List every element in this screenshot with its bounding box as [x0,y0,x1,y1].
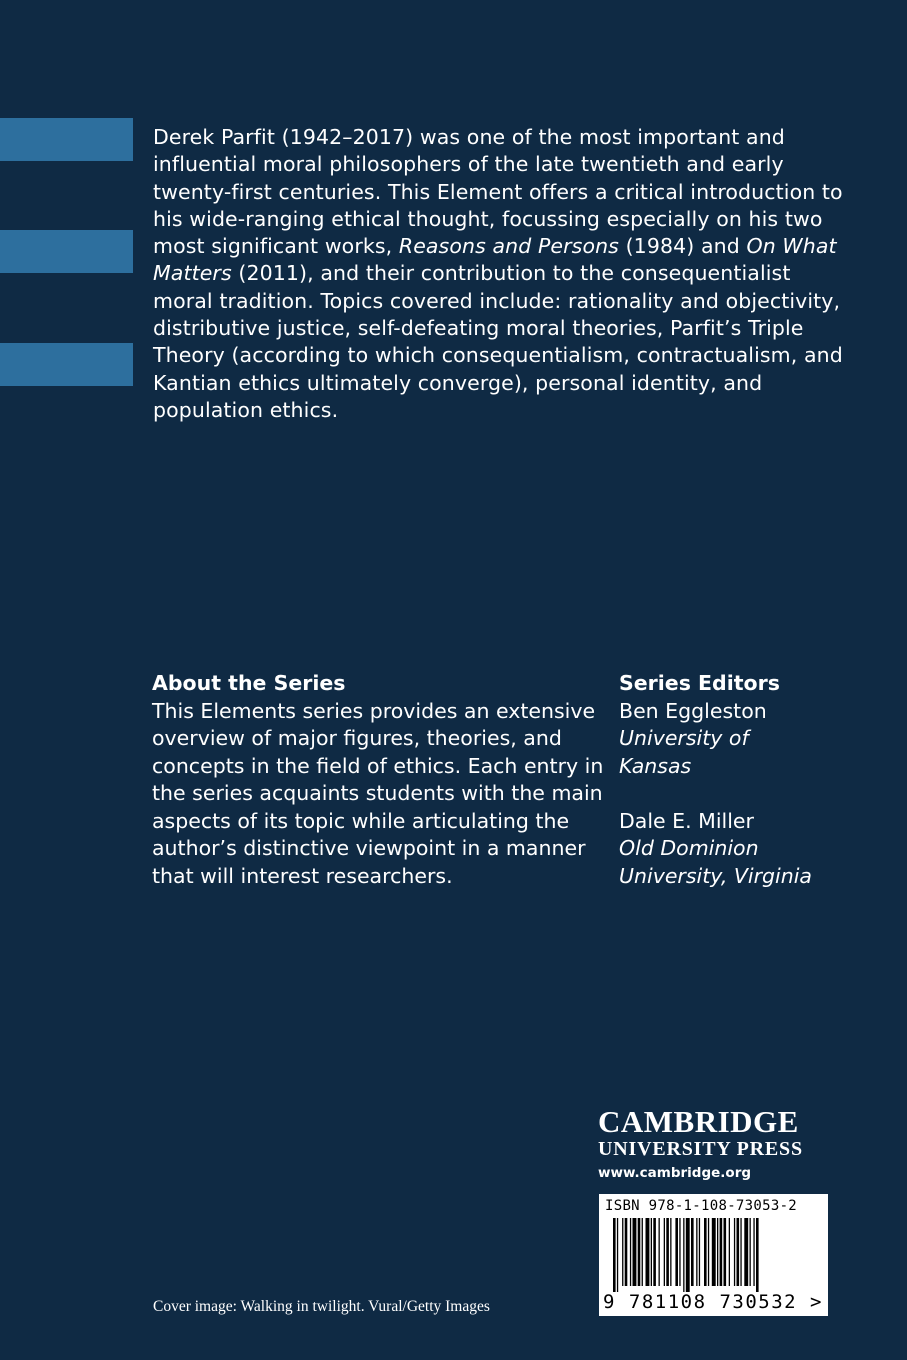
barcode-bar [756,1218,759,1292]
barcode-bar [617,1218,618,1292]
barcode-bar [686,1218,690,1292]
barcode-bar [712,1218,716,1286]
barcode-bar [666,1218,669,1286]
decorative-stripe-2 [0,230,133,273]
barcode-bar [638,1218,641,1286]
barcode-bar [708,1218,709,1286]
barcode-bar [633,1218,637,1286]
barcode-bar [659,1218,660,1286]
blurb-text-2: (1984) and [618,234,747,259]
barcode-bar [653,1218,656,1286]
barcode-bar [699,1218,700,1286]
barcode-bar [704,1218,707,1286]
barcode-bar [670,1218,671,1286]
barcode-bar [750,1218,751,1286]
barcode-bar [696,1218,697,1286]
editor-affiliation: Old Dominion [619,836,759,860]
barcode-bar [744,1218,748,1286]
barcode-bar [613,1218,616,1292]
barcode-bar [717,1218,718,1286]
decorative-stripe-3 [0,343,133,386]
editor-name: Ben Eggleston [619,698,767,723]
editor-name: Dale E. Miller [619,808,754,833]
decorative-stripe-1 [0,118,133,161]
blurb-title-on-what-matters: On What Matters [153,234,837,286]
about-series-text: This Elements series provides an extensive overview of major figures, theories, and concepts in the field of ethics. Each entry in the series acquaints students with the main aspects of its topic while articulating the author’s distinctive viewpoint in a manner that will interest researchers. [152,698,604,888]
publisher-name: CAMBRIDGE [598,1104,799,1139]
editor-affiliation: Kansas [619,753,692,778]
cover-image-credit: Cover image: Walking in twilight. Vural/Getty Images [153,1298,490,1315]
publisher-url: www.cambridge.org [598,1165,752,1181]
publisher-logo [598,1106,830,1183]
barcode-bar [737,1218,740,1286]
barcode-bar [646,1218,650,1286]
barcode-bar [683,1218,684,1292]
editor-affiliation: University of [619,726,749,750]
barcode-bar [642,1218,643,1286]
blurb-text-3: (2011), and their contribution to the consequentialist moral tradition. Topics covered include: rationality and objectivity, distributive justice, self-defeating moral theories, Parfit’s Triple Theory (according to which consequentialism, contractualism, and Kantian ethics ultimately converge), personal identity, and population ethics. [153,261,843,422]
barcode-bar [651,1218,652,1286]
about-series-heading: About the Series [152,671,346,695]
book-blurb [153,124,843,424]
barcode-number: 9 781108 730532 > [603,1291,823,1313]
blurb-text-1: Derek Parfit (1942–2017) was one of the most important and influential moral philosophers of the late twentieth and early twenty-first centuries. This Element offers a critical introduction to his wide-ranging ethical thought, focussing especially on his two most significant works, [153,125,843,259]
barcode-bar [691,1218,694,1286]
barcode-bar [622,1218,623,1286]
barcode-bar [720,1218,723,1286]
barcode-bar [753,1218,754,1286]
blurb-title-reasons-and-persons: Reasons and Persons [398,234,619,259]
barcode-bar [729,1218,730,1286]
barcode-bars [613,1218,813,1292]
barcode-bar [630,1218,631,1286]
isbn-barcode [599,1194,828,1316]
isbn-label: ISBN 978-1-108-73053-2 [605,1198,798,1214]
editor-affiliation: University, Virginia [619,863,812,888]
series-editors-heading: Series Editors [619,671,780,695]
barcode-bar [734,1218,735,1286]
barcode-bar [625,1218,628,1286]
barcode-bar [724,1218,727,1286]
about-series-section [152,670,612,890]
publisher-subtitle: UNIVERSITY PRESS [598,1138,803,1160]
barcode-bar [664,1218,665,1286]
barcode-bar [679,1218,680,1286]
series-editors-section [619,670,849,890]
barcode-bar [740,1218,741,1286]
barcode-bar [675,1218,678,1286]
